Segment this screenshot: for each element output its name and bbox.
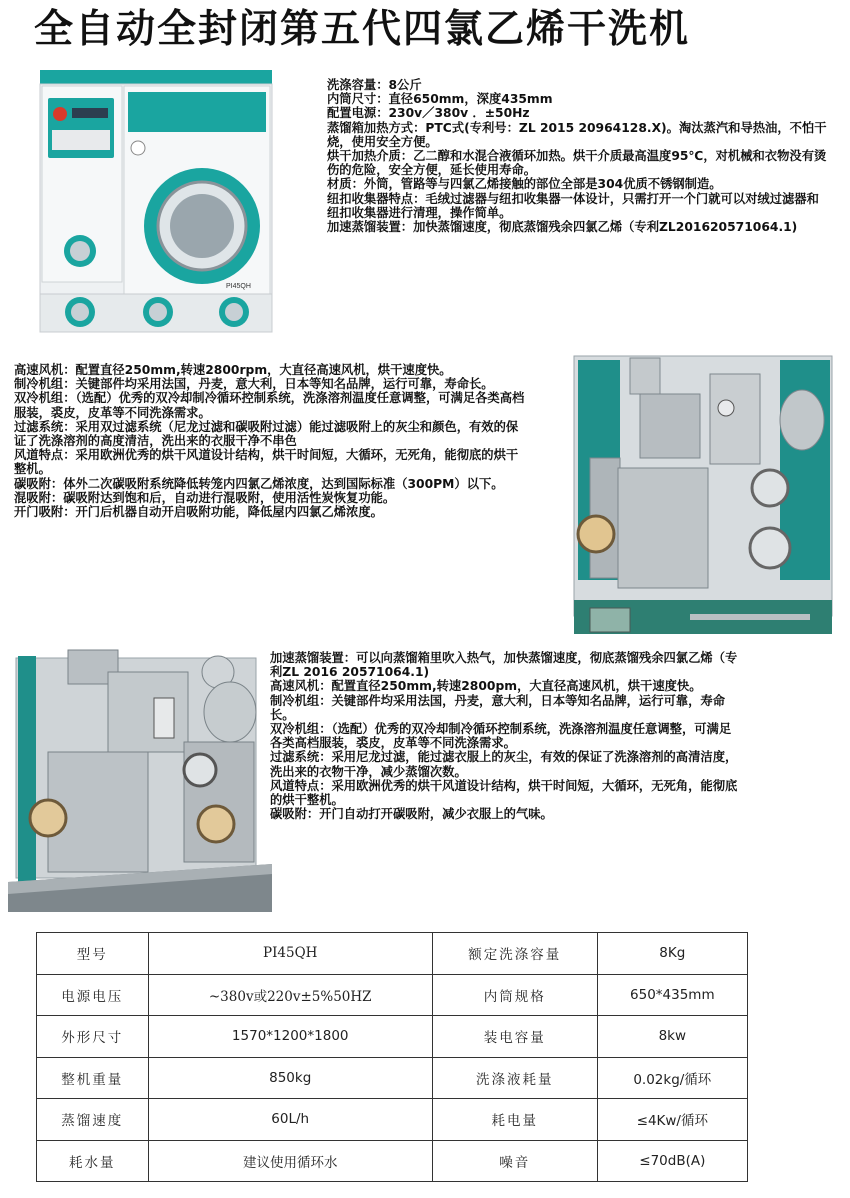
machine-internal-photo-right — [570, 338, 838, 640]
feature-list-b — [270, 651, 740, 821]
feature-line: 制冷机组：关键部件均采用法国，丹麦，意大利，日本等知名品牌，运行可靠，寿命长。 — [14, 377, 494, 392]
table-row — [37, 933, 748, 975]
feature-line: 双冷机组：（选配）优秀的双冷却制冷循环控制系统，洗涤溶剂温度任意调整，可满足各类高档服装，裘皮，皮革等不同洗涤需求。 — [270, 722, 732, 751]
table-cell: 洗涤液耗量 — [432, 1057, 597, 1099]
table-cell: 蒸馏速度 — [37, 1099, 149, 1141]
table-cell: 耗电量 — [432, 1099, 597, 1141]
table-row — [37, 1099, 748, 1141]
feature-line: 混吸附：碳吸附达到饱和后，自动进行混吸附，使用活性炭恢复功能。 — [14, 490, 396, 505]
table-cell: 建议使用循环水 — [148, 1140, 432, 1182]
spec-description — [327, 78, 827, 234]
page-title: 全自动全封闭第五代四氯乙烯干洗机 — [34, 7, 691, 52]
machine-front-photo — [38, 68, 274, 334]
feature-line: 开门吸附：开门后机器自动开启吸附功能，降低屋内四氯乙烯浓度。 — [14, 505, 383, 520]
table-cell: 850kg — [148, 1057, 432, 1099]
table-cell: 额定洗涤容量 — [432, 933, 597, 975]
table-cell: 内筒规格 — [432, 974, 597, 1016]
table-cell: 外形尺寸 — [37, 1016, 149, 1058]
feature-line: 制冷机组：关键部件均采用法国，丹麦，意大利，日本等知名品牌，运行可靠，寿命长。 — [270, 693, 725, 722]
feature-line: 过滤系统：采用尼龙过滤，能过滤衣服上的灰尘，有效的保证了洗涤溶剂的高清洁度，洗出来的衣物干净，减少蒸馏次数。 — [270, 750, 738, 779]
table-cell: 650*435mm — [597, 974, 747, 1016]
feature-line: 碳吸附：开门自动打开碳吸附，减少衣服上的气味。 — [270, 807, 553, 822]
table-row — [37, 974, 748, 1016]
feature-line: 加速蒸馏装置：可以向蒸馏箱里吹入热气，加快蒸馏速度，彻底蒸馏残余四氯乙烯（专利ZL 2016 20571064.1) — [270, 651, 738, 680]
feature-list-a — [14, 363, 529, 519]
table-row — [37, 1016, 748, 1058]
table-cell: 0.02kg/循环 — [597, 1057, 747, 1099]
table-cell: 电源电压 — [37, 974, 149, 1016]
table-cell: 装电容量 — [432, 1016, 597, 1058]
table-cell: ≤4Kw/循环 — [597, 1099, 747, 1141]
table-cell: 1570*1200*1800 — [148, 1016, 432, 1058]
table-cell: PI45QH — [148, 933, 432, 975]
feature-line: 高速风机：配置直径250mm,转速2800rpm，大直径高速风机，烘干速度快。 — [14, 363, 452, 377]
spec-line: 内筒尺寸：直径650mm，深度435mm — [327, 92, 553, 107]
table-cell: ≤70dB(A) — [597, 1140, 747, 1182]
feature-line: 双冷机组：（选配）优秀的双冷却制冷循环控制系统，洗涤溶剂温度任意调整，可满足各类高档服装，裘皮，皮革等不同洗涤需求。 — [14, 391, 525, 420]
table-cell: 噪音 — [432, 1140, 597, 1182]
feature-line: 碳吸附：体外二次碳吸附系统降低转笼内四氯乙烯浓度，达到国际标准（300PM）以下。 — [14, 476, 504, 491]
spec-line: 洗涤容量：8公斤 — [327, 78, 422, 92]
table-cell: 8Kg — [597, 933, 747, 975]
feature-line: 过滤系统：采用双过滤系统（尼龙过滤和碳吸附过滤）能过滤吸附上的灰尘和颜色，有效的保证了洗涤溶剂的高度清洁，洗出来的衣服干净不串色 — [14, 419, 519, 449]
table-cell: 型号 — [37, 933, 149, 975]
table-row — [37, 1057, 748, 1099]
table-cell: 耗水量 — [37, 1140, 149, 1182]
spec-line: 配置电源：230v／380v ．±50Hz — [327, 106, 530, 121]
feature-line: 风道特点：采用欧洲优秀的烘干风道设计结构，烘干时间短，大循环，无死角，能彻底的烘干整机。 — [270, 778, 738, 808]
table-cell: ~380v或220v±5%50HZ — [148, 974, 432, 1016]
spec-line: 材质：外筒，管路等与四氯乙烯接触的部位全部是304优质不锈钢制造。 — [327, 177, 722, 192]
spec-line: 加速蒸馏装置：加快蒸馏速度，彻底蒸馏残余四氯乙烯（专利ZL201620571064.1) — [327, 220, 798, 235]
feature-line: 高速风机：配置直径250mm,转速2800pm，大直径高速风机，烘干速度快。 — [270, 679, 702, 694]
table-row — [37, 1140, 748, 1182]
spec-line: 烘干加热介质：乙二醇和水混合液循环加热。烘干介质最高温度95℃，对机械和衣物没有烫伤的危险，安全方便，延长使用寿命。 — [327, 149, 827, 178]
table-cell: 整机重量 — [37, 1057, 149, 1099]
table-cell: 60L/h — [148, 1099, 432, 1141]
machine-internal-photo-left — [8, 642, 272, 918]
feature-line: 风道特点：采用欧洲优秀的烘干风道设计结构，烘干时间短，大循环，无死角，能彻底的烘干整机。 — [14, 448, 519, 477]
spec-table — [36, 932, 748, 1182]
spec-line: 纽扣收集器特点：毛绒过滤器与纽扣收集器一体设计，只需打开一个门就可以对绒过滤器和纽扣收集器进行清理，操作简单。 — [327, 191, 819, 220]
spec-line: 蒸馏箱加热方式：PTC式(专利号：ZL 2015 20964128.X)。淘汰蒸汽和导热油，不怕干烧，使用安全方便。 — [327, 120, 827, 149]
table-cell: 8kw — [597, 1016, 747, 1058]
machine-model-label: PI45QH — [226, 283, 251, 290]
